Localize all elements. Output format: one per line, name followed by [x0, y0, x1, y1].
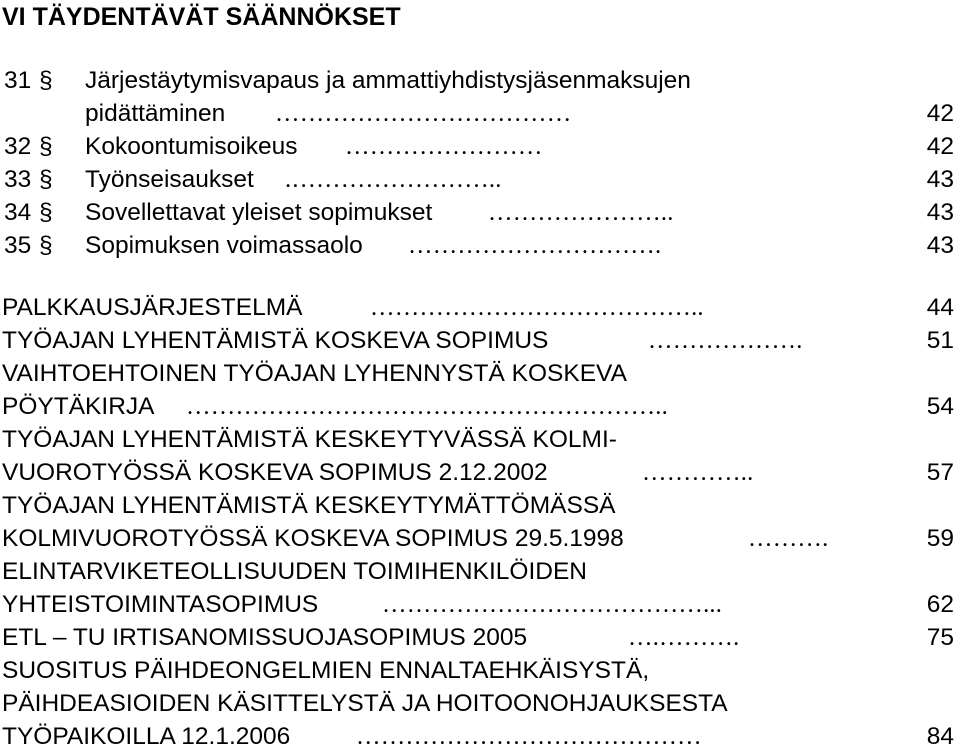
entry-title: PÄIHDEASIOIDEN KÄSITTELYSTÄ JA HOITOONOHJAUKSESTA	[2, 690, 728, 717]
entry-title: TYÖAJAN LYHENTÄMISTÄ KOSKEVA SOPIMUS	[2, 327, 549, 354]
page-number: 44	[926, 294, 954, 321]
section-symbol: §	[39, 67, 53, 94]
entry-title: KOLMIVUOROTYÖSSÄ KOSKEVA SOPIMUS 29.5.1998	[2, 525, 624, 552]
entry-title: TYÖAJAN LYHENTÄMISTÄ KESKEYTYVÄSSÄ KOLMI-	[2, 426, 617, 453]
toc-entry-kolmivuorotyossa	[0, 523, 960, 555]
leader-dots: ……………….	[648, 327, 803, 354]
section-number: 31	[4, 67, 32, 94]
section-symbol: §	[39, 166, 53, 193]
toc-entry-tyopaikoilla	[0, 721, 960, 753]
page-number: 75	[926, 624, 954, 651]
section-heading: VI TÄYDENTÄVÄT SÄÄNNÖKSET	[2, 3, 401, 31]
toc-entry-vuorotyossa	[0, 457, 960, 489]
entry-title: ETL – TU IRTISANOMISSUOJASOPIMUS 2005	[2, 624, 528, 651]
section-number: 33	[4, 166, 32, 193]
section-title: pidättäminen	[85, 100, 226, 127]
page-number: 62	[926, 591, 954, 618]
entry-title: TYÖAJAN LYHENTÄMISTÄ KESKEYTYMÄTTÖMÄSSÄ	[2, 492, 616, 519]
toc-entry-tyoajan-lyhentamista	[0, 325, 960, 357]
leader-dots: ……………………	[345, 133, 543, 160]
page-number: 42	[926, 133, 954, 160]
section-symbol: §	[39, 232, 53, 259]
toc-entry-poytakirja	[0, 391, 960, 423]
page-number: 57	[926, 459, 954, 486]
entry-title: SUOSITUS PÄIHDEONGELMIEN ENNALTAEHKÄISYSTÄ,	[2, 657, 650, 684]
toc-entry-yhteistoimintasopimus	[0, 589, 960, 621]
section-title: Sopimuksen voimassaolo	[85, 232, 363, 259]
toc-entry-vaihtoehtoinen	[0, 358, 960, 390]
leader-dots: ………………………………	[275, 100, 572, 127]
toc-section-32	[0, 131, 960, 163]
entry-title: TYÖPAIKOILLA 12.1.2006	[2, 723, 291, 750]
toc-entry-palkkausjarjestelma	[0, 292, 960, 324]
toc-section-34	[0, 197, 960, 229]
leader-dots: …………………………………...	[382, 591, 723, 618]
toc-entry-paihdeasioiden	[0, 688, 960, 720]
entry-title: VAIHTOEHTOINEN TYÖAJAN LYHENNYSTÄ KOSKEVA	[2, 360, 627, 387]
leader-dots: …………………………………………………..	[186, 393, 668, 420]
toc-entry-etl-tu	[0, 622, 960, 654]
leader-dots: ….……….	[628, 624, 740, 651]
page-number: 54	[926, 393, 954, 420]
entry-title: YHTEISTOIMINTASOPIMUS	[2, 591, 319, 618]
toc-section-35	[0, 230, 960, 262]
page-number: 59	[926, 525, 954, 552]
toc-entry-keskeytymattomassa	[0, 490, 960, 522]
leader-dots: ……….	[748, 525, 829, 552]
leader-dots: …………………..	[488, 199, 674, 226]
section-number: 32	[4, 133, 32, 160]
leader-dots: .……………………..	[285, 166, 502, 193]
section-number: 34	[4, 199, 32, 226]
leader-dots: …………………………………..	[370, 294, 704, 321]
section-title: Järjestäytymisvapaus ja ammattiyhdistysjäsenmaksujen	[85, 67, 691, 94]
leader-dots: ……………………………………	[356, 723, 702, 750]
section-symbol: §	[39, 133, 53, 160]
section-title: Kokoontumisoikeus	[85, 133, 298, 160]
entry-title: VUOROTYÖSSÄ KOSKEVA SOPIMUS 2.12.2002	[2, 459, 548, 486]
section-symbol: §	[39, 199, 53, 226]
section-title: Sovellettavat yleiset sopimukset	[85, 199, 433, 226]
leader-dots: …………..	[642, 459, 754, 486]
toc-entry-elintarviketeollisuuden	[0, 556, 960, 588]
page-number: 84	[926, 723, 954, 750]
page-number: 51	[926, 327, 954, 354]
toc-entry-keskeytyvassa	[0, 424, 960, 456]
leader-dots: ………………………….	[408, 232, 662, 259]
toc-section-33	[0, 164, 960, 196]
entry-title: PALKKAUSJÄRJESTELMÄ	[2, 294, 303, 321]
section-title: Työnseisaukset	[85, 166, 254, 193]
section-number: 35	[4, 232, 32, 259]
page-number: 43	[926, 166, 954, 193]
toc-entry-suositus	[0, 655, 960, 687]
page-number: 43	[926, 232, 954, 259]
toc-section-31-continued	[0, 98, 960, 130]
page-number: 42	[926, 100, 954, 127]
entry-title: ELINTARVIKETEOLLISUUDEN TOIMIHENKILÖIDEN	[2, 558, 587, 585]
toc-section-31	[0, 65, 960, 97]
page-number: 43	[926, 199, 954, 226]
entry-title: PÖYTÄKIRJA	[2, 393, 155, 420]
